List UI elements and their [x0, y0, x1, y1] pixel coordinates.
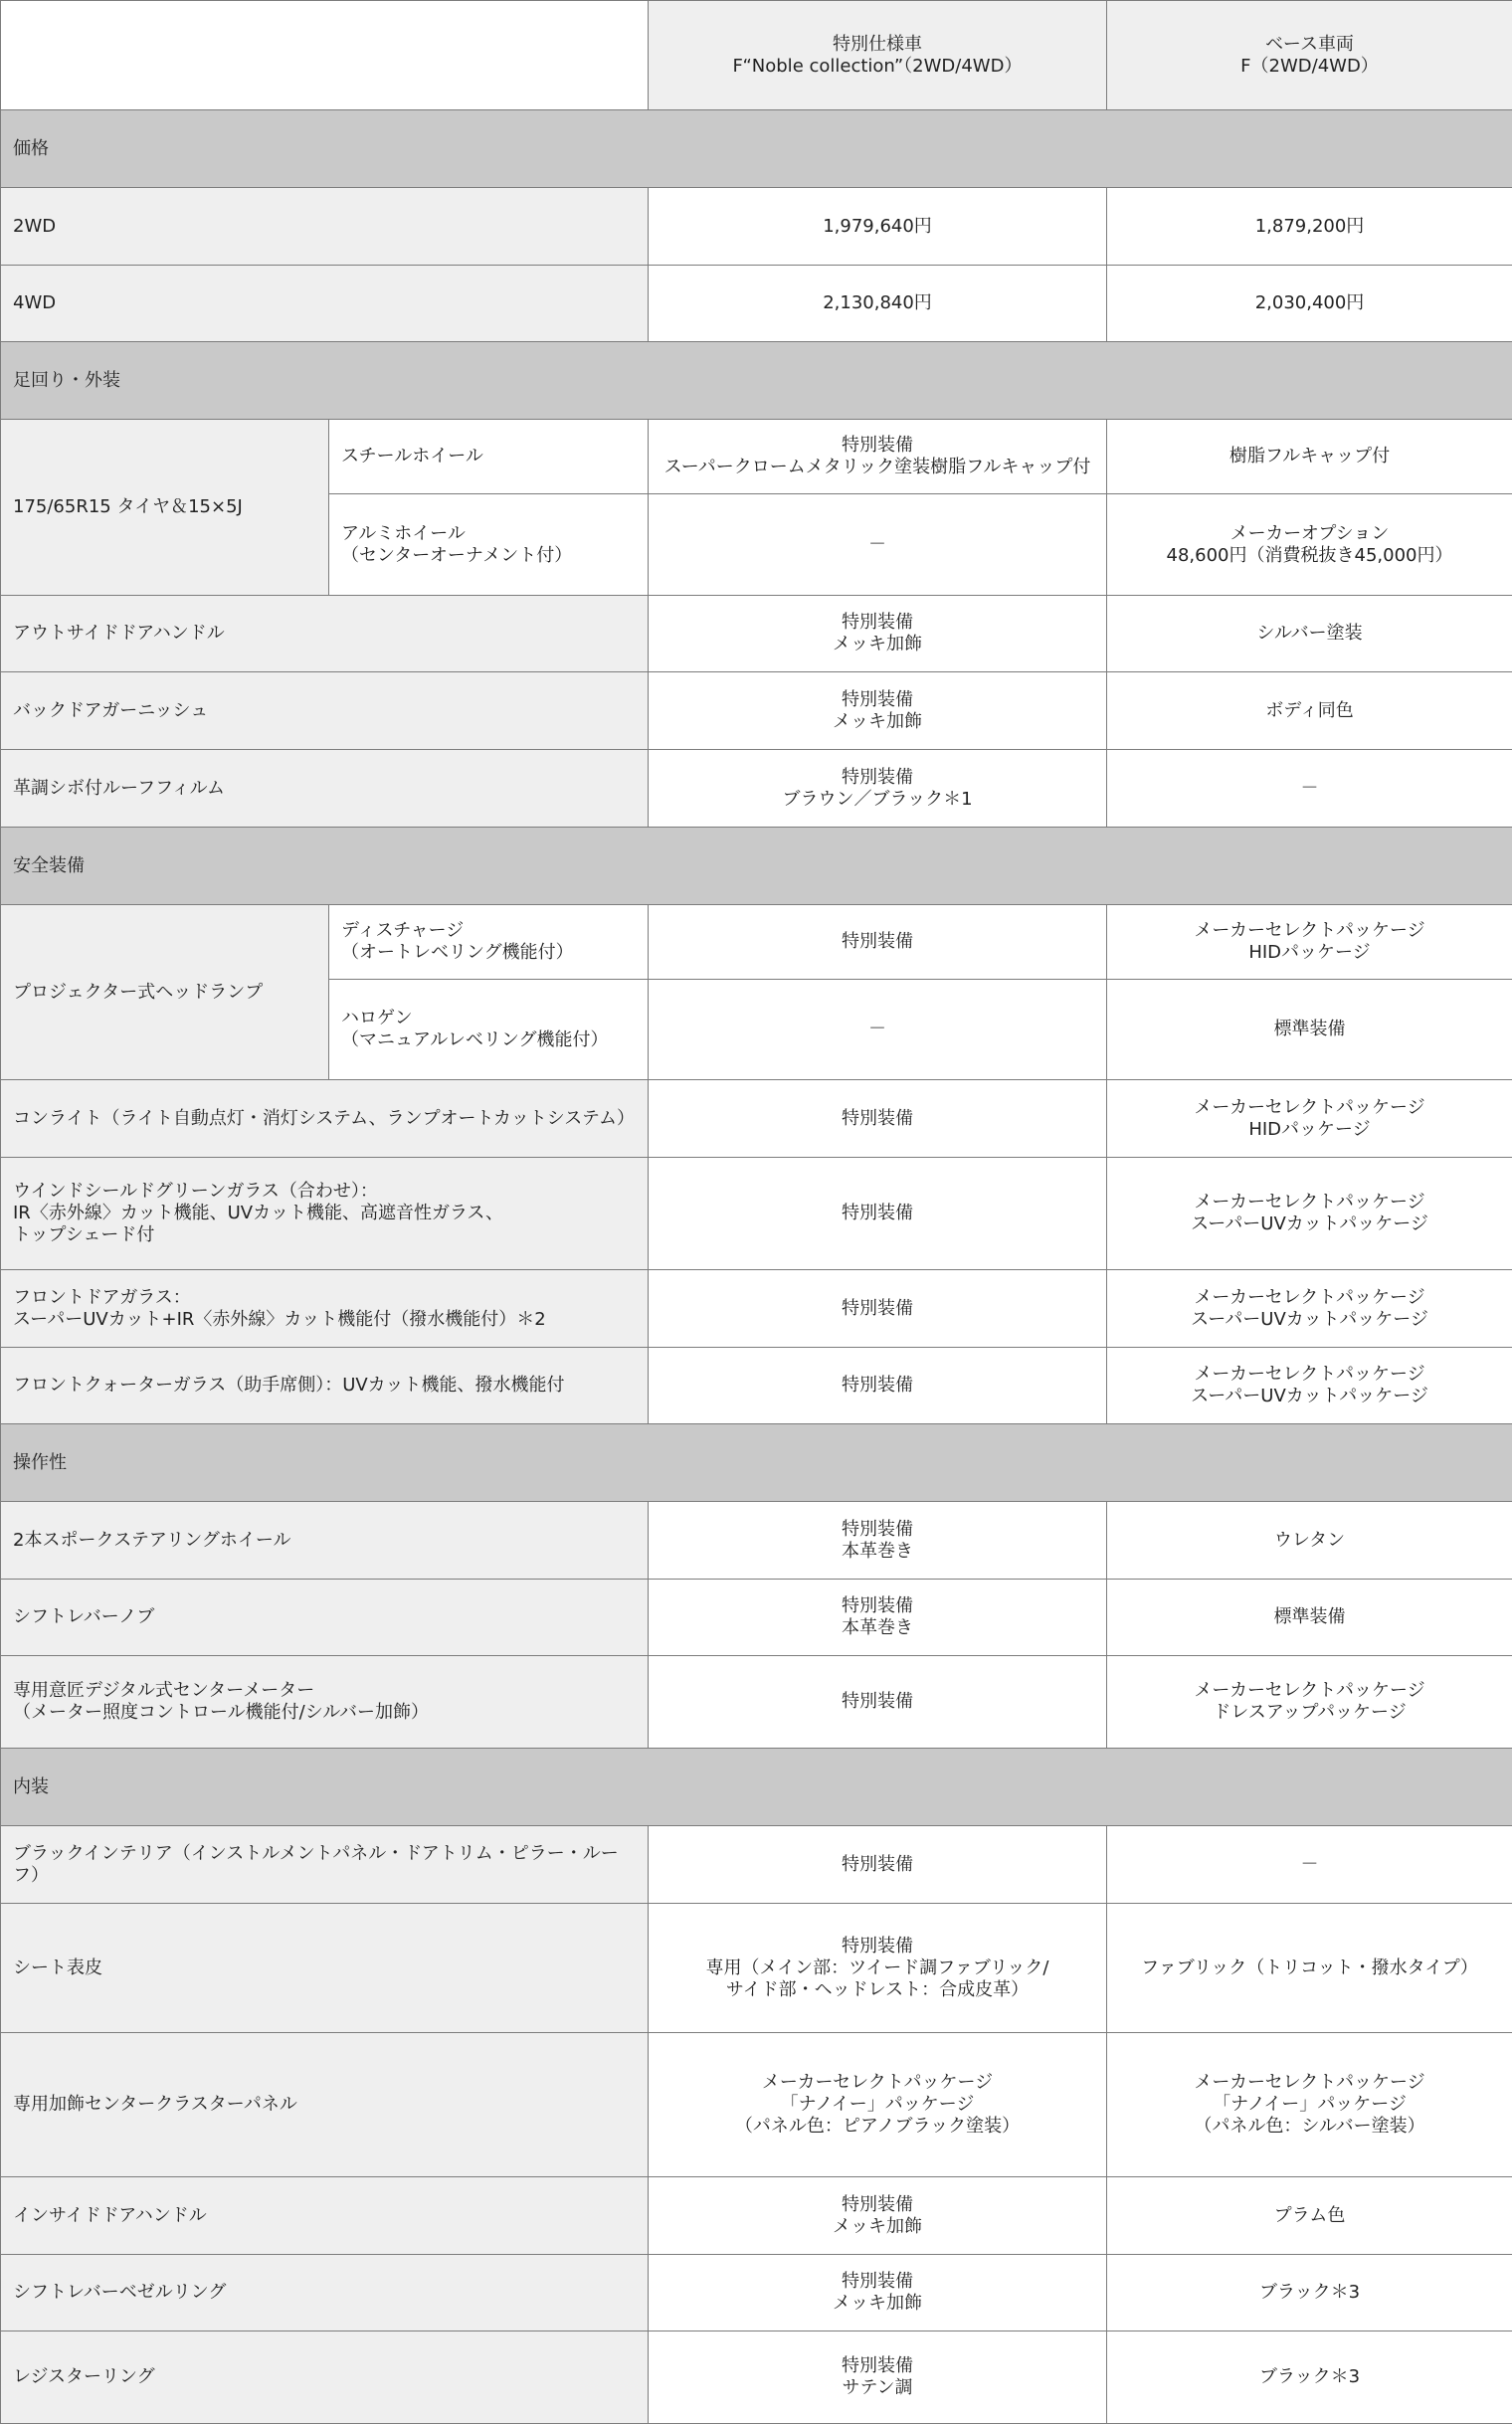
table-row: [1, 1656, 1512, 1749]
header-base-vehicle: ベース車両 F（2WD/4WD）: [1107, 1, 1512, 110]
table-row: [1, 905, 1512, 980]
table-row: [1, 2255, 1512, 2331]
special-value: 特別装備 メッキ加飾: [649, 672, 1107, 750]
table-row: [1, 1904, 1512, 2033]
table-row: [1, 672, 1512, 750]
base-value: シルバー塗装: [1107, 596, 1512, 672]
base-value: ウレタン: [1107, 1502, 1512, 1580]
section-title-price: 価格: [1, 110, 1512, 188]
row-label: 専用意匠デジタル式センターメーター （メーター照度コントロール機能付/シルバー加飾）: [1, 1656, 649, 1749]
row-label: シフトレバーノブ: [1, 1580, 649, 1656]
row-label: シート表皮: [1, 1904, 649, 2033]
table-row: [1, 188, 1512, 266]
table-row: [1, 2033, 1512, 2177]
sub-label: ディスチャージ （オートレベリング機能付）: [329, 905, 649, 980]
special-value: 特別装備: [649, 1270, 1107, 1348]
wheel-group-label: 175/65R15 タイヤ＆15×5J: [1, 420, 329, 596]
sub-label: アルミホイール （センターオーナメント付）: [329, 494, 649, 596]
row-label: 革調シボ付ルーフフィルム: [1, 750, 649, 828]
table-row: [1, 1580, 1512, 1656]
base-value: 1,879,200円: [1107, 188, 1512, 266]
special-value: 特別装備: [649, 1080, 1107, 1158]
base-value: ファブリック（トリコット・撥水タイプ）: [1107, 1904, 1512, 2033]
row-label: 2WD: [1, 188, 649, 266]
table-row: [1, 1502, 1512, 1580]
section-row-operation: [1, 1424, 1512, 1502]
row-label: インサイドドアハンドル: [1, 2177, 649, 2255]
section-title-exterior: 足回り・外装: [1, 342, 1512, 420]
row-label: フロントクォーターガラス（助手席側）：UVカット機能、撥水機能付: [1, 1348, 649, 1424]
special-value: 特別装備 メッキ加飾: [649, 2255, 1107, 2331]
special-value: 特別装備 メッキ加飾: [649, 2177, 1107, 2255]
header-special-edition: 特別仕様車 F“Noble collection”（2WD/4WD）: [649, 1, 1107, 110]
base-value: メーカーオプション 48,600円（消費税抜き45,000円）: [1107, 494, 1512, 596]
special-value: 特別装備 スーパークロームメタリック塗装樹脂フルキャップ付: [649, 420, 1107, 494]
base-value: メーカーセレクトパッケージ HIDパッケージ: [1107, 905, 1512, 980]
base-value: ブラック＊3: [1107, 2255, 1512, 2331]
row-label: バックドアガーニッシュ: [1, 672, 649, 750]
header-blank-cell: [1, 1, 649, 110]
row-label: 4WD: [1, 266, 649, 342]
base-value: ボディ同色: [1107, 672, 1512, 750]
row-label: フロントドアガラス： スーパーUVカット+IR〈赤外線〉カット機能付（撥水機能付）＊2: [1, 1270, 649, 1348]
special-value: 2,130,840円: [649, 266, 1107, 342]
row-label: 2本スポークステアリングホイール: [1, 1502, 649, 1580]
special-value: 特別装備: [649, 1348, 1107, 1424]
row-label: シフトレバーベゼルリング: [1, 2255, 649, 2331]
special-value: －: [649, 980, 1107, 1080]
base-value: 2,030,400円: [1107, 266, 1512, 342]
table-row: [1, 1158, 1512, 1270]
table-row: [1, 1080, 1512, 1158]
special-value: 特別装備: [649, 1656, 1107, 1749]
sub-label: ハロゲン （マニュアルレベリング機能付）: [329, 980, 649, 1080]
table-row: [1, 1270, 1512, 1348]
base-value: －: [1107, 1826, 1512, 1904]
special-value: 特別装備 サテン調: [649, 2331, 1107, 2424]
special-value: －: [649, 494, 1107, 596]
row-label: ブラックインテリア（インストルメントパネル・ドアトリム・ピラー・ルーフ）: [1, 1826, 649, 1904]
special-value: 特別装備 本革巻き: [649, 1502, 1107, 1580]
base-value: ブラック＊3: [1107, 2331, 1512, 2424]
special-value: 特別装備 メッキ加飾: [649, 596, 1107, 672]
section-row-price: [1, 110, 1512, 188]
row-label: レジスターリング: [1, 2331, 649, 2424]
section-title-interior: 内装: [1, 1749, 1512, 1826]
headlamp-group-label: プロジェクター式ヘッドランプ: [1, 905, 329, 1080]
section-row-safety: [1, 828, 1512, 905]
special-value: 1,979,640円: [649, 188, 1107, 266]
table-row: [1, 2331, 1512, 2424]
table-row: [1, 420, 1512, 494]
base-value: メーカーセレクトパッケージ スーパーUVカットパッケージ: [1107, 1348, 1512, 1424]
table-row: [1, 266, 1512, 342]
table-row: [1, 750, 1512, 828]
row-label: アウトサイドドアハンドル: [1, 596, 649, 672]
base-value: －: [1107, 750, 1512, 828]
special-value: 特別装備 専用（メイン部：ツイード調ファブリック/ サイド部・ヘッドレスト：合成皮革）: [649, 1904, 1107, 2033]
special-value: メーカーセレクトパッケージ 「ナノイー」パッケージ （パネル色：ピアノブラック塗装）: [649, 2033, 1107, 2177]
section-row-exterior: [1, 342, 1512, 420]
table-row: [1, 2177, 1512, 2255]
special-value: 特別装備: [649, 905, 1107, 980]
special-value: 特別装備: [649, 1158, 1107, 1270]
section-row-interior: [1, 1749, 1512, 1826]
base-value: メーカーセレクトパッケージ HIDパッケージ: [1107, 1080, 1512, 1158]
row-label: コンライト（ライト自動点灯・消灯システム、ランプオートカットシステム）: [1, 1080, 649, 1158]
base-value: メーカーセレクトパッケージ ドレスアップパッケージ: [1107, 1656, 1512, 1749]
table-row: [1, 596, 1512, 672]
special-value: 特別装備 ブラウン／ブラック＊1: [649, 750, 1107, 828]
base-value: 標準装備: [1107, 980, 1512, 1080]
special-value: 特別装備: [649, 1826, 1107, 1904]
section-title-operation: 操作性: [1, 1424, 1512, 1502]
base-value: 樹脂フルキャップ付: [1107, 420, 1512, 494]
base-value: 標準装備: [1107, 1580, 1512, 1656]
special-value: 特別装備 本革巻き: [649, 1580, 1107, 1656]
table-row: [1, 1826, 1512, 1904]
header-row: [1, 1, 1512, 110]
base-value: メーカーセレクトパッケージ スーパーUVカットパッケージ: [1107, 1270, 1512, 1348]
section-title-safety: 安全装備: [1, 828, 1512, 905]
row-label: 専用加飾センタークラスターパネル: [1, 2033, 649, 2177]
base-value: メーカーセレクトパッケージ スーパーUVカットパッケージ: [1107, 1158, 1512, 1270]
base-value: メーカーセレクトパッケージ 「ナノイー」パッケージ （パネル色：シルバー塗装）: [1107, 2033, 1512, 2177]
table-row: [1, 1348, 1512, 1424]
row-label: ウインドシールドグリーンガラス（合わせ）： IR〈赤外線〉カット機能、UVカット機能、高遮音性ガラス、 トップシェード付: [1, 1158, 649, 1270]
sub-label: スチールホイール: [329, 420, 649, 494]
base-value: プラム色: [1107, 2177, 1512, 2255]
